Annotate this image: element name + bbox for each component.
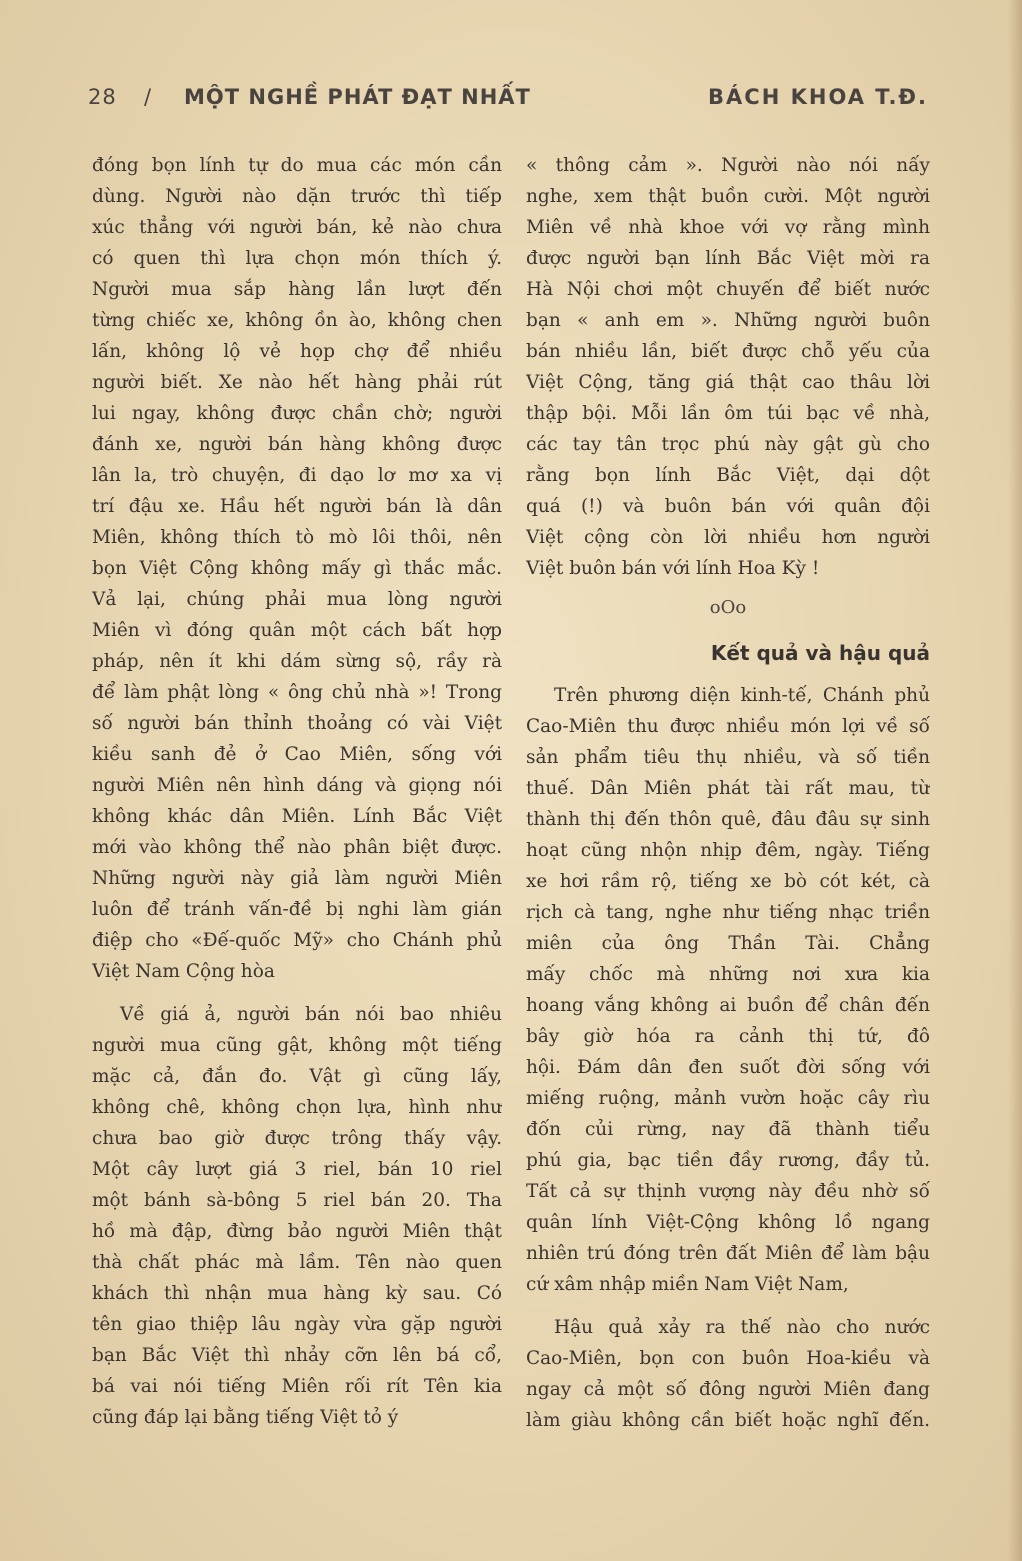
text-line: xúc thẳng với người bán, kẻ nào chưa [92, 217, 502, 238]
text-line: không chê, không chọn lựa, hình như [92, 1097, 502, 1118]
page-number: 28 [88, 85, 117, 109]
text-line: lui ngay, không được chần chờ; người [92, 403, 502, 424]
text-line: tên giao thiệp lâu ngày vừa gặp người [92, 1314, 502, 1335]
text-line: Về giá ả, người bán nói bao nhiêu [120, 1004, 502, 1025]
text-line: người Miên nên hình dáng và giọng nói [92, 775, 502, 796]
text-line: Trên phương diện kinh-tế, Chánh phủ [554, 685, 930, 706]
text-line: đốn củi rừng, nay đã thành tiểu [526, 1119, 930, 1140]
paragraph [526, 1312, 930, 1436]
text-line: người biết. Xe nào hết hàng phải rút [92, 372, 502, 393]
text-line: số người bán thỉnh thoảng có vài Việt [92, 713, 502, 734]
text-line: Việt Nam Cộng hòa [92, 961, 275, 982]
text-line: hồ mà đập, đừng bảo người Miên thật [92, 1221, 502, 1242]
text-line: mới vào không thể nào phân biệt được. [92, 837, 502, 858]
text-line: nghe, xem thật buồn cười. Một người [526, 186, 930, 207]
section-heading: Kết quả và hậu quả [710, 641, 930, 665]
text-line: thuế. Dân Miên phát tài rất mau, từ [526, 778, 930, 799]
text-line: đóng bọn lính tự do mua các món cần [92, 155, 502, 176]
text-line: miếng ruộng, mảnh vườn hoặc cây rìu [526, 1088, 930, 1109]
text-line: hội. Đám dân đen suốt đời sống với [526, 1057, 930, 1078]
text-line: kiều sanh đẻ ở Cao Miên, sống với [92, 744, 502, 765]
text-line: Những người này giả làm người Miên [92, 868, 502, 889]
text-line: rằng bọn lính Bắc Việt, dại dột [526, 465, 930, 486]
text-line: mặc cả, đắn đo. Vật gì cũng lấy, [92, 1066, 502, 1087]
text-line: điệp cho «Đế-quốc Mỹ» cho Chánh phủ [92, 930, 502, 951]
paragraph [92, 999, 502, 1433]
text-line: thà chất phác mà lầm. Tên nào quen [92, 1252, 502, 1273]
text-line: chưa bao giờ được trông thấy vậy. [92, 1128, 502, 1149]
text-line: nhiên trú đóng trên đất Miên để làm bậu [526, 1243, 930, 1264]
text-line: để làm phật lòng « ông chủ nhà »! Trong [92, 682, 502, 703]
text-line: được người bạn lính Bắc Việt mời ra [526, 248, 930, 269]
text-line: ngay cả một số đông người Miên đang [526, 1379, 930, 1400]
text-line: Cao-Miên, bọn con buôn Hoa-kiều và [526, 1348, 930, 1369]
text-line: thành thị đến thôn quê, đâu đâu sự sinh [526, 809, 930, 830]
text-line: đánh xe, người bán hàng không được [92, 434, 502, 455]
text-line: người mua cũng gật, không một tiếng [92, 1035, 502, 1056]
text-line: Việt cộng còn lời nhiều hơn người [526, 527, 930, 548]
text-line: Vả lại, chúng phải mua lòng người [92, 589, 502, 610]
text-line: Việt buôn bán với lính Hoa Kỳ ! [526, 558, 820, 579]
text-line: các tay tân trọc phú này gật gù cho [526, 434, 930, 455]
paragraph [526, 150, 930, 584]
text-line: lấn, không lộ vẻ họp chợ để nhiều [92, 341, 502, 362]
text-line: bá vai nói tiếng Miên rối rít Tên kia [92, 1376, 502, 1397]
text-line: mấy chốc mà những nơi xưa kia [526, 964, 930, 985]
publication-name: BÁCH KHOA T.Đ. [708, 85, 928, 109]
text-line: rịch cà tang, nghe như tiếng nhạc triền [526, 902, 930, 923]
text-line: khách thì nhận mua hàng kỳ sau. Có [92, 1283, 502, 1304]
paragraph [526, 680, 930, 1300]
text-line: hoạt cũng nhộn nhịp đêm, ngày. Tiếng [526, 840, 930, 861]
text-line: Cao-Miên thu được nhiều món lợi về số [526, 716, 930, 737]
text-line: bây giờ hóa ra cảnh thị tứ, đô [526, 1026, 930, 1047]
section-ornament: oOo [709, 597, 747, 618]
text-line: Người mua sắp hàng lần lượt đến [92, 279, 502, 300]
text-line: quá (!) và buôn bán với quân đội [526, 496, 930, 517]
paragraph-gap [526, 1300, 930, 1312]
text-line: xe hơi rầm rộ, tiếng xe bò cót két, cà [526, 871, 930, 892]
right-column [526, 150, 930, 1436]
text-line: có quen thì lựa chọn món thích ý. [92, 248, 502, 269]
text-line: lân la, trò chuyện, đi dạo lơ mơ xa vị [92, 465, 502, 486]
text-line: miên của ông Thần Tài. Chẳng [526, 933, 930, 954]
text-line: Tất cả sự thịnh vượng này đều nhờ số [526, 1181, 930, 1202]
text-line: Một cây lượt giá 3 riel, bán 10 riel [92, 1159, 502, 1180]
text-line: bán nhiều lần, biết được chỗ yếu của [526, 341, 930, 362]
page-edge-shadow [1008, 0, 1022, 1561]
paragraph-gap [92, 987, 502, 999]
text-line: sản phẩm tiêu thụ nhiều, và số tiền [526, 747, 930, 768]
text-line: Hậu quả xảy ra thế nào cho nước [554, 1317, 930, 1338]
text-line: Việt Cộng, tăng giá thật cao thâu lời [526, 372, 930, 393]
header-separator: / [144, 85, 153, 109]
text-line: Miên, không thích tò mò lôi thôi, nên [92, 527, 502, 548]
text-line: thập bội. Mỗi lần ôm túi bạc về nhà, [526, 403, 930, 424]
text-line: « thông cảm ». Người nào nói nấy [526, 155, 930, 176]
text-line: dùng. Người nào dặn trước thì tiếp [92, 186, 502, 207]
section-title: MỘT NGHỀ PHÁT ĐẠT NHẤT [184, 85, 531, 109]
text-line: cũng đáp lại bằng tiếng Việt tỏ ý [92, 1407, 399, 1428]
text-line: bạn « anh em ». Những người buôn [526, 310, 930, 331]
text-line: Miên vì đóng quân một cách bất hợp [92, 620, 502, 641]
left-column [92, 150, 502, 1433]
text-line: phú gia, bạc tiền đầy rương, đầy tủ. [526, 1150, 930, 1171]
text-line: Miên về nhà khoe với vợ rằng mình [526, 217, 930, 238]
text-line: hoang vắng không ai buồn để chân đến [526, 995, 930, 1016]
text-line: bọn Việt Cộng không mấy gì thắc mắc. [92, 558, 502, 579]
text-line: không khác dân Miên. Lính Bắc Việt [92, 806, 502, 827]
text-line: bạn Bắc Việt thì nhảy cỡn lên bá cổ, [92, 1345, 502, 1366]
text-line: một bánh sà-bông 5 riel bán 20. Tha [92, 1190, 502, 1211]
text-line: cứ xâm nhập miền Nam Việt Nam, [526, 1274, 849, 1295]
paragraph [92, 150, 502, 987]
text-line: pháp, nên ít khi dám sừng sộ, rầy rà [92, 651, 502, 672]
text-line: làm giàu không cần biết hoặc nghĩ đến. [526, 1410, 930, 1431]
text-line: quân lính Việt-Cộng không lồ ngang [526, 1212, 930, 1233]
text-line: trí đậu xe. Hầu hết người bán là dân [92, 496, 502, 517]
text-line: Hà Nội chơi một chuyến để biết nước [526, 279, 930, 300]
running-header [88, 85, 928, 115]
text-line: luôn để tránh vấn-đề bị nghi làm gián [92, 899, 502, 920]
text-line: từng chiếc xe, không ồn ào, không chen [92, 310, 502, 331]
